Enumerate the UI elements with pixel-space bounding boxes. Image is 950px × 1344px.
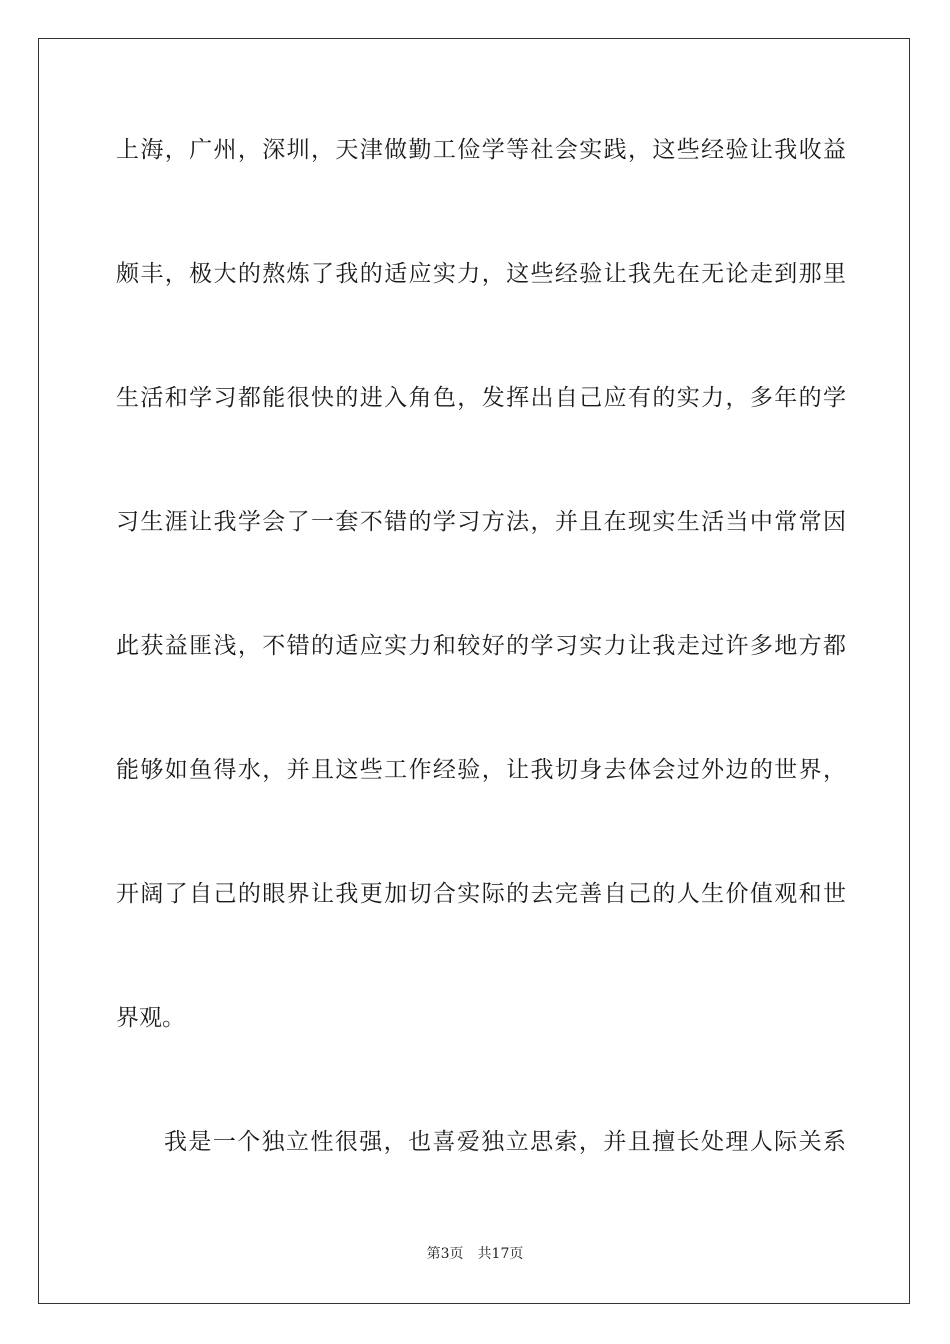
- text-line: 开阔了自己的眼界让我更加切合实际的去完善自己的人生价值观和世: [116, 881, 846, 907]
- document-body: [116, 128, 846, 1244]
- text-line: 颇丰，极大的熬炼了我的适应实力，这些经验让我先在无论走到那里: [116, 261, 846, 287]
- page-number: 第3页: [426, 1246, 464, 1262]
- text-line: 能够如鱼得水，并且这些工作经验，让我切身去体会过外边的世界，: [116, 757, 846, 783]
- text-line-paragraph-end: 界观。: [116, 1005, 185, 1031]
- text-line: 此获益匪浅，不错的适应实力和较好的学习实力让我走过许多地方都: [116, 633, 846, 659]
- text-line: 上海，广州，深圳，天津做勤工俭学等社会实践，这些经验让我收益: [116, 137, 846, 163]
- page-total: 共17页: [477, 1246, 524, 1262]
- page-footer: [0, 1244, 950, 1264]
- text-line-paragraph-start: 我是一个独立性很强，也喜爱独立思索，并且擅长处理人际关系: [164, 1129, 846, 1155]
- text-line: 习生涯让我学会了一套不错的学习方法，并且在现实生活当中常常因: [116, 509, 846, 535]
- text-line: 生活和学习都能很快的进入角色，发挥出自己应有的实力，多年的学: [116, 385, 846, 411]
